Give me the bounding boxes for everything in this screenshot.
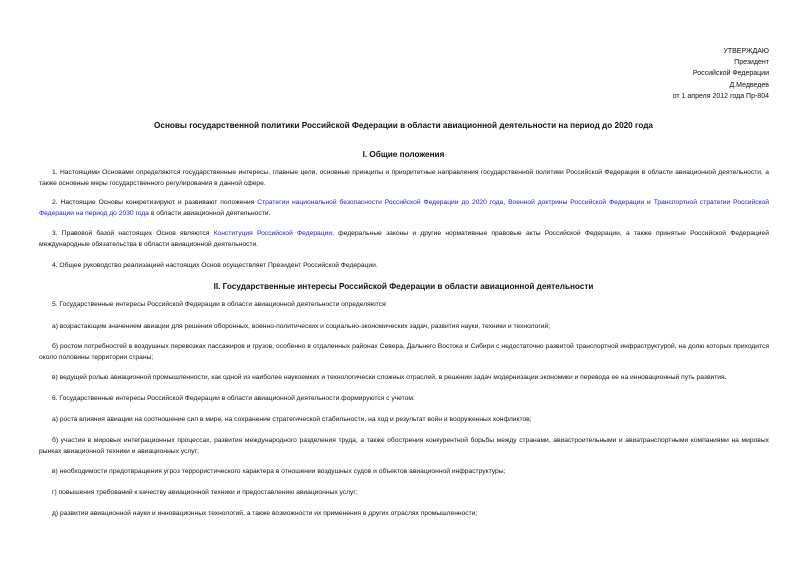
paragraph-2 (39, 198, 769, 219)
approval-date: от 1 апреля 2012 года Пр-804 (672, 92, 769, 100)
section-heading-general: I. Общие положения (362, 150, 445, 159)
approval-position: Президент (734, 59, 769, 67)
paragraph-2-separator: , (503, 199, 509, 206)
paragraph-2-separator-2: и (644, 199, 654, 206)
link-constitution[interactable]: Конституция Российской Федерации (213, 230, 333, 237)
paragraph-2-tail: в области авиационной деятельности. (148, 209, 271, 217)
approval-country: Российской Федерации (692, 70, 769, 78)
paragraph-5a: а) возрастающим значением авиации для решения оборонных, военно-политических и социально-экономических задач, развития науки, техники и технологий; (52, 323, 551, 330)
document-title: Основы государственной политики Российской Федерации в области авиационной деятельности на период до 2020 года (154, 121, 653, 130)
paragraph-2-text: 2. Настоящие Основы конкретизируют и развивают положения (52, 199, 258, 206)
paragraph-1: 1. Настоящими Основами определяются государственные интересы, главные цели, основные принципы и приоритетные направления государственной политики Российской Федерации в области авиационной деятельности, а также основные меры государственного регулирования в данной сфере. (39, 169, 769, 187)
paragraph-6b: б) участия в мировых интеграционных процессах, развития международного разделения труда, а также обострения конкурентной борьбы между странами, авиастроительными и авиатранспортными компаниями на мировых рынках авиационной техники и авиационных услуг; (39, 437, 769, 455)
paragraph-3-text: 3. Правовой базой настоящих Основ являются (52, 230, 214, 237)
paragraph-6a: а) роста влияния авиации на соотношение сил в мире, на сохранение стратегической стабильности, на ход и результат войн и вооруженных конфликтов; (52, 416, 532, 423)
approval-signatory: Д.Медведев (729, 81, 769, 89)
paragraph-3 (39, 229, 769, 250)
paragraph-5: 5. Государственные интересы Российской Федерации в области авиационной деятельности определяются: (52, 301, 388, 308)
paragraph-5v: в) ведущей ролью авиационной промышленности, как одной из наиболее наукоемких и технологически сложных отраслей, в решении задач модернизации экономики и перевода ее на инновационный путь развития. (52, 374, 727, 381)
link-national-security-strategy[interactable]: Стратегии национальной безопасности Российской Федерации до 2020 года (257, 199, 504, 206)
approval-heading: УТВЕРЖДАЮ (723, 48, 769, 55)
paragraph-6v: в) необходимости предотвращения угроз террористического характера в отношении воздушных судов и объектов авиационной инфраструктуры; (52, 468, 506, 475)
section-heading-interests: II. Государственные интересы Российской Федерации в области авиационной деятельности (213, 282, 594, 291)
approval-block (673, 46, 769, 102)
paragraph-3-tail: , федеральные законы и другие нормативные правовые акты Российской Федерации, а также принятые Российской Федерацией международные обязательства в области авиационной деятельности. (39, 230, 769, 248)
paragraph-5b: б) ростом потребностей в воздушных перевозках пассажиров и грузов, особенно в отдаленных районах Севера, Дальнего Востока и Сибири с недостаточно развитой транспортной инфраструктурой, на долю которых приходится около половины территории страны; (39, 343, 769, 361)
paragraph-6d: д) развития авиационной науки и инновационных технологий, а также возможности их применения в других отраслях промышленности; (52, 510, 478, 517)
paragraph-6: 6. Государственные интересы Российской Федерации в области авиационной деятельности формируются с учетом: (52, 395, 415, 402)
link-military-doctrine[interactable]: Военной доктрины Российской Федерации (508, 199, 645, 206)
link-transport-strategy[interactable]: Транспортной стратегии Российской Федерации на период до 2030 года (39, 199, 770, 217)
paragraph-6g: г) повышения требований к качеству авиационной техники и предоставлению авиационных услуг; (52, 489, 358, 496)
paragraph-4: 4. Общее руководство реализацией настоящих Основ осуществляет Президент Российской Федерации. (52, 262, 378, 269)
